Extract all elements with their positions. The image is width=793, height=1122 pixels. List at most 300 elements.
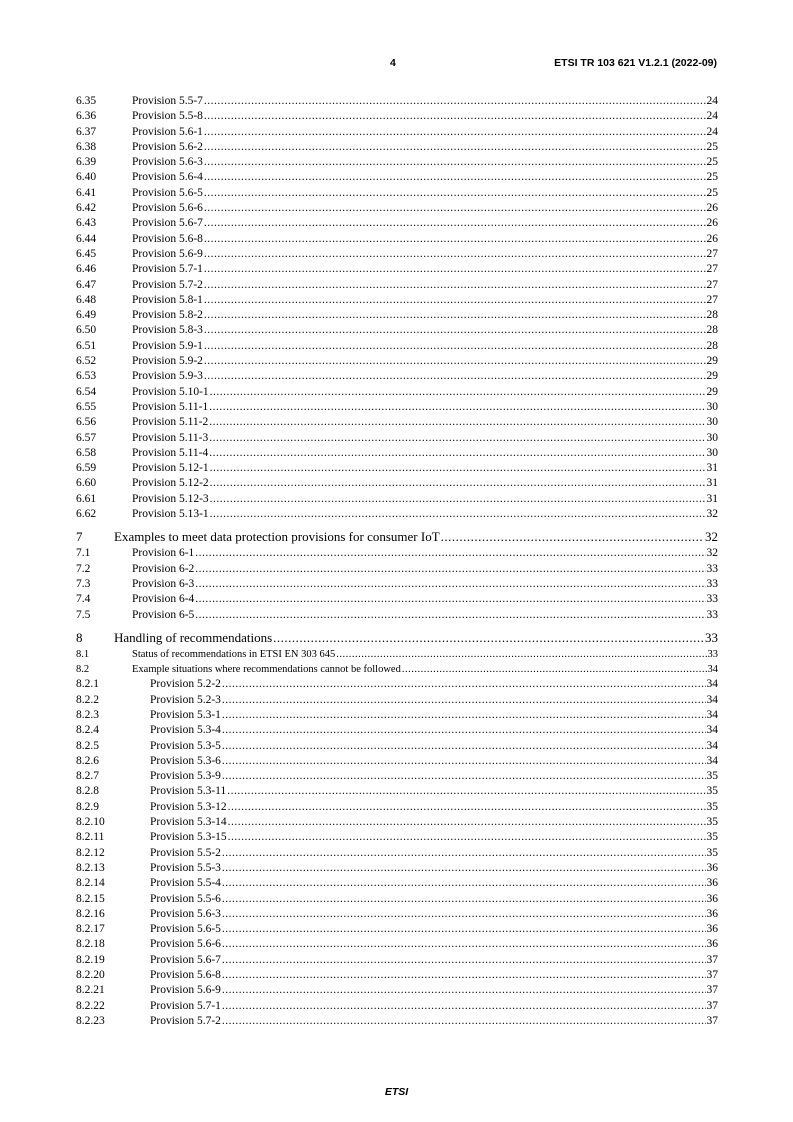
table-of-contents	[76, 94, 718, 1029]
toc-entry[interactable]	[76, 999, 718, 1014]
header-page-number: 4	[390, 57, 396, 69]
toc-entry-page: 32	[706, 547, 718, 560]
toc-entry[interactable]	[76, 415, 718, 430]
toc-entry-page: 33	[706, 577, 718, 590]
toc-entry-page: 28	[706, 339, 718, 352]
toc-entry-title: Provision 5.6-8	[150, 969, 221, 982]
toc-entry-title: Provision 5.6-5	[150, 923, 221, 936]
toc-entry-page: 34	[706, 678, 718, 691]
toc-entry-number: 6.36	[76, 110, 97, 123]
toc-entry-title: Provision 5.8-1	[132, 293, 203, 306]
toc-entry-number: 6.54	[76, 385, 97, 398]
toc-entry-title: Status of recommendations in ETSI EN 303 645	[132, 648, 336, 660]
toc-entry-number: 8.2.22	[76, 999, 105, 1012]
toc-entry-page: 27	[706, 263, 718, 276]
toc-dot-leader	[209, 400, 705, 415]
toc-entry[interactable]	[76, 629, 718, 647]
toc-entry-number: 8.2.1	[76, 678, 99, 691]
toc-entry-page: 37	[706, 984, 718, 997]
toc-dot-leader	[209, 415, 705, 430]
toc-entry-number: 7.1	[76, 547, 91, 560]
toc-entry-title: Provision 5.7-1	[150, 999, 221, 1012]
toc-dot-leader	[204, 293, 706, 308]
toc-entry-page: 34	[706, 693, 718, 706]
footer-organization: ETSI	[384, 1086, 409, 1098]
toc-entry-title: Provision 6-4	[132, 593, 195, 606]
toc-entry-title: Provision 5.5-8	[132, 110, 203, 123]
toc-dot-leader	[204, 339, 706, 354]
toc-entry-number: 8.2.10	[76, 816, 105, 829]
toc-dot-leader	[222, 968, 706, 983]
toc-entry-number: 8.2.18	[76, 938, 105, 951]
toc-entry-number: 6.52	[76, 355, 97, 368]
header-document-reference: ETSI TR 103 621 V1.2.1 (2022-09)	[554, 57, 717, 69]
toc-entry-title: Handling of recommendations	[114, 629, 273, 645]
toc-entry-title: Provision 5.12-1	[132, 462, 209, 475]
toc-dot-leader	[209, 446, 705, 461]
toc-entry-page: 32	[705, 529, 718, 545]
toc-dot-leader	[222, 769, 706, 784]
toc-entry-page: 35	[706, 785, 718, 798]
toc-dot-leader	[228, 800, 706, 815]
toc-dot-leader	[222, 876, 706, 891]
toc-entry-number: 8.2.13	[76, 861, 105, 874]
toc-entry[interactable]	[76, 476, 718, 491]
toc-entry-title: Provision 5.11-4	[132, 446, 209, 459]
toc-entry-number: 6.41	[76, 186, 97, 199]
toc-entry[interactable]	[76, 693, 718, 708]
toc-entry-title: Provision 5.7-1	[132, 263, 203, 276]
toc-entry-page: 25	[706, 156, 718, 169]
toc-entry-number: 6.35	[76, 95, 97, 107]
toc-entry-page: 35	[706, 816, 718, 829]
toc-entry-page: 34	[706, 708, 718, 721]
toc-entry[interactable]	[76, 968, 718, 983]
toc-dot-leader	[204, 155, 706, 170]
toc-entry-page: 33	[705, 629, 718, 645]
toc-entry[interactable]	[76, 170, 718, 185]
toc-dot-leader	[273, 629, 704, 647]
toc-entry-page: 36	[706, 938, 718, 951]
toc-entry-title: Provision 5.6-5	[132, 186, 203, 199]
toc-dot-leader	[204, 354, 706, 369]
toc-entry-page: 35	[706, 831, 718, 844]
toc-entry[interactable]	[76, 846, 718, 861]
toc-entry[interactable]	[76, 262, 718, 277]
toc-entry-number: 8.2.9	[76, 800, 99, 813]
toc-entry-title: Provision 5.6-8	[132, 232, 203, 245]
toc-entry-page: 36	[706, 892, 718, 905]
toc-entry-title: Provision 5.6-9	[150, 984, 221, 997]
toc-entry-page: 25	[706, 171, 718, 184]
toc-dot-leader	[204, 323, 706, 338]
toc-entry-title: Provision 5.3-11	[150, 785, 227, 798]
toc-entry-page: 34	[706, 754, 718, 767]
toc-dot-leader	[204, 140, 706, 155]
toc-entry-title: Provision 5.5-3	[150, 861, 221, 874]
toc-entry-page: 30	[706, 431, 718, 444]
toc-entry-title: Example situations where recommendations cannot be followed	[132, 664, 401, 676]
toc-entry[interactable]	[76, 293, 718, 308]
toc-entry-title: Provision 5.5-7	[132, 95, 203, 107]
toc-entry[interactable]	[76, 562, 718, 577]
toc-entry-title: Examples to meet data protection provisions for consumer IoT	[114, 529, 440, 545]
toc-entry-page: 36	[706, 923, 718, 936]
toc-entry-title: Provision 5.3-5	[150, 739, 221, 752]
toc-entry-number: 8.2.7	[76, 770, 99, 783]
toc-dot-leader	[204, 94, 706, 109]
toc-entry-title: Provision 5.5-4	[150, 877, 221, 890]
toc-entry-page: 29	[706, 370, 718, 383]
toc-entry-number: 6.62	[76, 508, 97, 521]
toc-entry-title: Provision 5.6-2	[132, 140, 203, 153]
toc-entry-number: 8.2.2	[76, 693, 99, 706]
toc-entry-number: 6.46	[76, 263, 97, 276]
toc-entry-page: 28	[706, 309, 718, 322]
toc-dot-leader	[204, 201, 706, 216]
toc-entry-number: 8.2.8	[76, 785, 99, 798]
toc-entry-number: 6.44	[76, 232, 97, 245]
toc-entry[interactable]	[76, 323, 718, 338]
toc-entry-title: Provision 5.3-4	[150, 724, 221, 737]
toc-dot-leader	[204, 216, 706, 231]
toc-entry-title: Provision 5.7-2	[150, 1014, 221, 1027]
toc-entry-number: 8.2.15	[76, 892, 105, 905]
toc-entry-page: 24	[706, 95, 718, 107]
toc-entry-page: 37	[706, 969, 718, 982]
toc-entry-title: Provision 5.6-7	[132, 217, 203, 230]
toc-dot-leader	[222, 922, 706, 937]
toc-entry-page: 27	[706, 293, 718, 306]
toc-entry-page: 36	[706, 861, 718, 874]
toc-dot-leader	[210, 492, 706, 507]
toc-dot-leader	[204, 278, 706, 293]
toc-dot-leader	[204, 170, 706, 185]
toc-entry-title: Provision 5.6-4	[132, 171, 203, 184]
toc-entry-page: 25	[706, 186, 718, 199]
toc-dot-leader	[195, 592, 705, 607]
toc-entry[interactable]	[76, 232, 718, 247]
toc-entry-page: 37	[706, 999, 718, 1012]
toc-entry-number: 6.42	[76, 202, 97, 215]
toc-entry-title: Provision 5.11-1	[132, 400, 209, 413]
toc-entry-page: 26	[706, 202, 718, 215]
toc-entry[interactable]	[76, 815, 718, 830]
toc-entry-title: Provision 5.2-3	[150, 693, 221, 706]
toc-entry-page: 35	[706, 800, 718, 813]
toc-dot-leader	[222, 677, 706, 692]
toc-entry-number: 6.45	[76, 247, 97, 260]
toc-entry-title: Provision 6-1	[132, 547, 195, 560]
toc-dot-leader	[204, 262, 706, 277]
toc-entry-page: 29	[706, 355, 718, 368]
toc-dot-leader	[204, 369, 706, 384]
toc-entry-number: 8.2.20	[76, 969, 105, 982]
toc-dot-leader	[210, 476, 706, 491]
toc-entry-title: Provision 5.11-3	[132, 431, 209, 444]
toc-dot-leader	[204, 232, 706, 247]
toc-entry[interactable]	[76, 784, 718, 799]
toc-entry-title: Provision 5.6-1	[132, 125, 203, 138]
toc-entry-page: 37	[706, 1014, 718, 1027]
toc-entry[interactable]	[76, 953, 718, 968]
toc-dot-leader	[195, 546, 705, 561]
toc-dot-leader	[204, 125, 706, 140]
toc-entry-number: 8.2.16	[76, 907, 105, 920]
toc-entry-title: Provision 6-5	[132, 608, 195, 621]
toc-entry-title: Provision 5.7-2	[132, 278, 203, 291]
toc-entry-number: 7	[76, 529, 83, 545]
toc-dot-leader	[222, 708, 706, 723]
toc-entry[interactable]	[76, 907, 718, 922]
toc-entry[interactable]	[76, 431, 718, 446]
toc-entry-number: 6.58	[76, 446, 97, 459]
toc-entry-page: 30	[706, 446, 718, 459]
toc-entry[interactable]	[76, 125, 718, 140]
toc-dot-leader	[222, 1014, 706, 1029]
toc-entry-number: 8.2.5	[76, 739, 99, 752]
toc-entry-title: Provision 5.2-2	[150, 678, 221, 691]
toc-dot-leader	[222, 846, 706, 861]
toc-dot-leader	[222, 907, 706, 922]
toc-dot-leader	[222, 892, 706, 907]
toc-entry-page: 33	[706, 562, 718, 575]
toc-entry-number: 6.61	[76, 492, 97, 505]
toc-entry-page: 30	[706, 400, 718, 413]
toc-dot-leader	[209, 431, 705, 446]
toc-entry[interactable]	[76, 109, 718, 124]
toc-entry-title: Provision 5.3-6	[150, 754, 221, 767]
toc-entry[interactable]	[76, 739, 718, 754]
toc-entry-title: Provision 5.6-9	[132, 247, 203, 260]
toc-entry-title: Provision 5.13-1	[132, 508, 209, 521]
toc-entry-page: 33	[706, 608, 718, 621]
toc-dot-leader	[210, 385, 706, 400]
toc-entry-number: 7.3	[76, 577, 91, 590]
toc-entry-title: Provision 5.6-6	[150, 938, 221, 951]
toc-dot-leader	[195, 562, 705, 577]
toc-entry-number: 8.2.4	[76, 724, 99, 737]
toc-dot-leader	[222, 953, 706, 968]
toc-entry-page: 28	[706, 324, 718, 337]
toc-entry[interactable]	[76, 592, 718, 607]
toc-entry-number: 6.43	[76, 217, 97, 230]
toc-entry-number: 6.60	[76, 477, 97, 490]
toc-entry-page: 32	[706, 508, 718, 521]
toc-entry-title: Provision 5.9-1	[132, 339, 203, 352]
toc-entry-page: 30	[706, 416, 718, 429]
toc-entry[interactable]	[76, 876, 718, 891]
toc-entry-title: Provision 5.5-6	[150, 892, 221, 905]
toc-entry-number: 8.2.19	[76, 953, 105, 966]
toc-entry-number: 6.50	[76, 324, 97, 337]
toc-entry-number: 8.2.3	[76, 708, 99, 721]
toc-dot-leader	[195, 577, 705, 592]
toc-entry[interactable]	[76, 608, 718, 623]
toc-entry-page: 35	[706, 846, 718, 859]
toc-entry-number: 6.51	[76, 339, 97, 352]
toc-entry[interactable]	[76, 754, 718, 769]
toc-entry[interactable]	[76, 94, 718, 109]
toc-entry[interactable]	[76, 507, 718, 522]
toc-entry-number: 6.37	[76, 125, 97, 138]
toc-entry[interactable]	[76, 308, 718, 323]
toc-entry[interactable]	[76, 922, 718, 937]
toc-entry[interactable]	[76, 892, 718, 907]
toc-entry[interactable]	[76, 983, 718, 998]
toc-entry-page: 27	[706, 278, 718, 291]
toc-entry-number: 6.39	[76, 156, 97, 169]
toc-entry[interactable]	[76, 528, 718, 546]
toc-dot-leader	[210, 461, 706, 476]
toc-entry-number: 7.4	[76, 593, 91, 606]
toc-entry-number: 6.38	[76, 140, 97, 153]
toc-entry[interactable]	[76, 385, 718, 400]
toc-entry[interactable]	[76, 769, 718, 784]
toc-entry-title: Provision 5.9-2	[132, 355, 203, 368]
toc-entry-title: Provision 5.8-2	[132, 309, 203, 322]
toc-entry-number: 8.2.12	[76, 846, 105, 859]
toc-dot-leader	[195, 608, 705, 623]
toc-entry-title: Provision 5.3-9	[150, 770, 221, 783]
toc-entry[interactable]	[76, 662, 718, 677]
toc-dot-leader	[222, 693, 706, 708]
toc-entry[interactable]	[76, 861, 718, 876]
toc-entry-page: 25	[706, 140, 718, 153]
toc-entry[interactable]	[76, 461, 718, 476]
toc-entry-title: Provision 5.12-3	[132, 492, 209, 505]
toc-entry[interactable]	[76, 140, 718, 155]
toc-entry-page: 24	[706, 125, 718, 138]
toc-entry-page: 37	[706, 953, 718, 966]
toc-entry[interactable]	[76, 677, 718, 692]
toc-entry-page: 34	[706, 739, 718, 752]
toc-entry[interactable]	[76, 937, 718, 952]
toc-entry[interactable]	[76, 278, 718, 293]
toc-entry-title: Provision 5.5-2	[150, 846, 221, 859]
toc-entry-page: 36	[706, 907, 718, 920]
toc-dot-leader	[222, 723, 706, 738]
toc-entry-title: Provision 5.6-3	[150, 907, 221, 920]
toc-entry-number: 6.55	[76, 400, 97, 413]
toc-entry-number: 8.1	[76, 648, 90, 660]
toc-entry[interactable]	[76, 446, 718, 461]
toc-dot-leader	[228, 830, 706, 845]
toc-dot-leader	[402, 662, 707, 677]
toc-entry-page: 31	[706, 492, 718, 505]
toc-entry-number: 6.47	[76, 278, 97, 291]
toc-dot-leader	[336, 647, 706, 662]
toc-entry-number: 7.5	[76, 608, 91, 621]
toc-entry-page: 27	[706, 247, 718, 260]
toc-entry[interactable]	[76, 708, 718, 723]
toc-entry[interactable]	[76, 546, 718, 561]
toc-entry[interactable]	[76, 216, 718, 231]
toc-entry-title: Provision 5.6-6	[132, 202, 203, 215]
toc-dot-leader	[222, 999, 706, 1014]
toc-entry-page: 26	[706, 232, 718, 245]
toc-entry-page: 33	[706, 593, 718, 606]
toc-entry[interactable]	[76, 492, 718, 507]
toc-dot-leader	[228, 815, 706, 830]
toc-entry-title: Provision 5.3-14	[150, 816, 227, 829]
toc-entry-page: 36	[706, 877, 718, 890]
toc-entry-number: 6.48	[76, 293, 97, 306]
toc-entry-title: Provision 5.10-1	[132, 385, 209, 398]
toc-entry[interactable]	[76, 155, 718, 170]
toc-dot-leader	[222, 983, 706, 998]
toc-entry[interactable]	[76, 800, 718, 815]
toc-entry-title: Provision 5.11-2	[132, 416, 209, 429]
toc-entry-page: 26	[706, 217, 718, 230]
toc-entry-number: 8.2.17	[76, 923, 105, 936]
toc-entry-title: Provision 5.3-12	[150, 800, 227, 813]
toc-dot-leader	[222, 937, 706, 952]
toc-entry[interactable]	[76, 723, 718, 738]
toc-entry-page: 31	[706, 462, 718, 475]
toc-entry-title: Provision 6-3	[132, 577, 195, 590]
toc-entry[interactable]	[76, 354, 718, 369]
toc-dot-leader	[441, 528, 704, 546]
toc-dot-leader	[222, 754, 706, 769]
toc-dot-leader	[227, 784, 705, 799]
toc-entry-number: 8.2.23	[76, 1014, 105, 1027]
toc-entry-page: 34	[707, 664, 718, 676]
toc-entry[interactable]	[76, 186, 718, 201]
toc-entry-number: 6.53	[76, 370, 97, 383]
toc-entry[interactable]	[76, 830, 718, 845]
toc-entry[interactable]	[76, 400, 718, 415]
toc-entry-title: Provision 5.3-15	[150, 831, 227, 844]
toc-dot-leader	[222, 739, 706, 754]
toc-entry[interactable]	[76, 577, 718, 592]
toc-entry-title: Provision 5.8-3	[132, 324, 203, 337]
toc-entry[interactable]	[76, 369, 718, 384]
toc-entry-page: 34	[706, 724, 718, 737]
toc-entry[interactable]	[76, 247, 718, 262]
toc-entry-title: Provision 5.9-3	[132, 370, 203, 383]
toc-entry-title: Provision 5.6-3	[132, 156, 203, 169]
toc-entry[interactable]	[76, 201, 718, 216]
toc-entry-number: 6.59	[76, 462, 97, 475]
toc-entry-page: 29	[706, 385, 718, 398]
toc-entry-title: Provision 5.3-1	[150, 708, 221, 721]
toc-entry-number: 6.57	[76, 431, 97, 444]
toc-entry-number: 8.2.11	[76, 831, 105, 844]
toc-entry-number: 8.2.14	[76, 877, 105, 890]
toc-dot-leader	[204, 308, 706, 323]
toc-dot-leader	[210, 507, 706, 522]
toc-entry-page: 35	[706, 770, 718, 783]
toc-dot-leader	[204, 247, 706, 262]
toc-entry-page: 31	[706, 477, 718, 490]
toc-entry[interactable]	[76, 647, 718, 662]
toc-entry-number: 8.2.6	[76, 754, 99, 767]
toc-entry-number: 8.2.21	[76, 984, 105, 997]
toc-entry-page: 24	[706, 110, 718, 123]
toc-entry[interactable]	[76, 339, 718, 354]
toc-dot-leader	[204, 186, 706, 201]
toc-entry-number: 8.2	[76, 664, 90, 676]
toc-entry-number: 6.40	[76, 171, 97, 184]
toc-dot-leader	[222, 861, 706, 876]
toc-entry-title: Provision 5.6-7	[150, 953, 221, 966]
toc-entry-title: Provision 5.12-2	[132, 477, 209, 490]
toc-dot-leader	[204, 109, 706, 124]
toc-entry-page: 33	[707, 648, 718, 660]
toc-entry-number: 6.56	[76, 416, 97, 429]
toc-entry[interactable]	[76, 1014, 718, 1029]
